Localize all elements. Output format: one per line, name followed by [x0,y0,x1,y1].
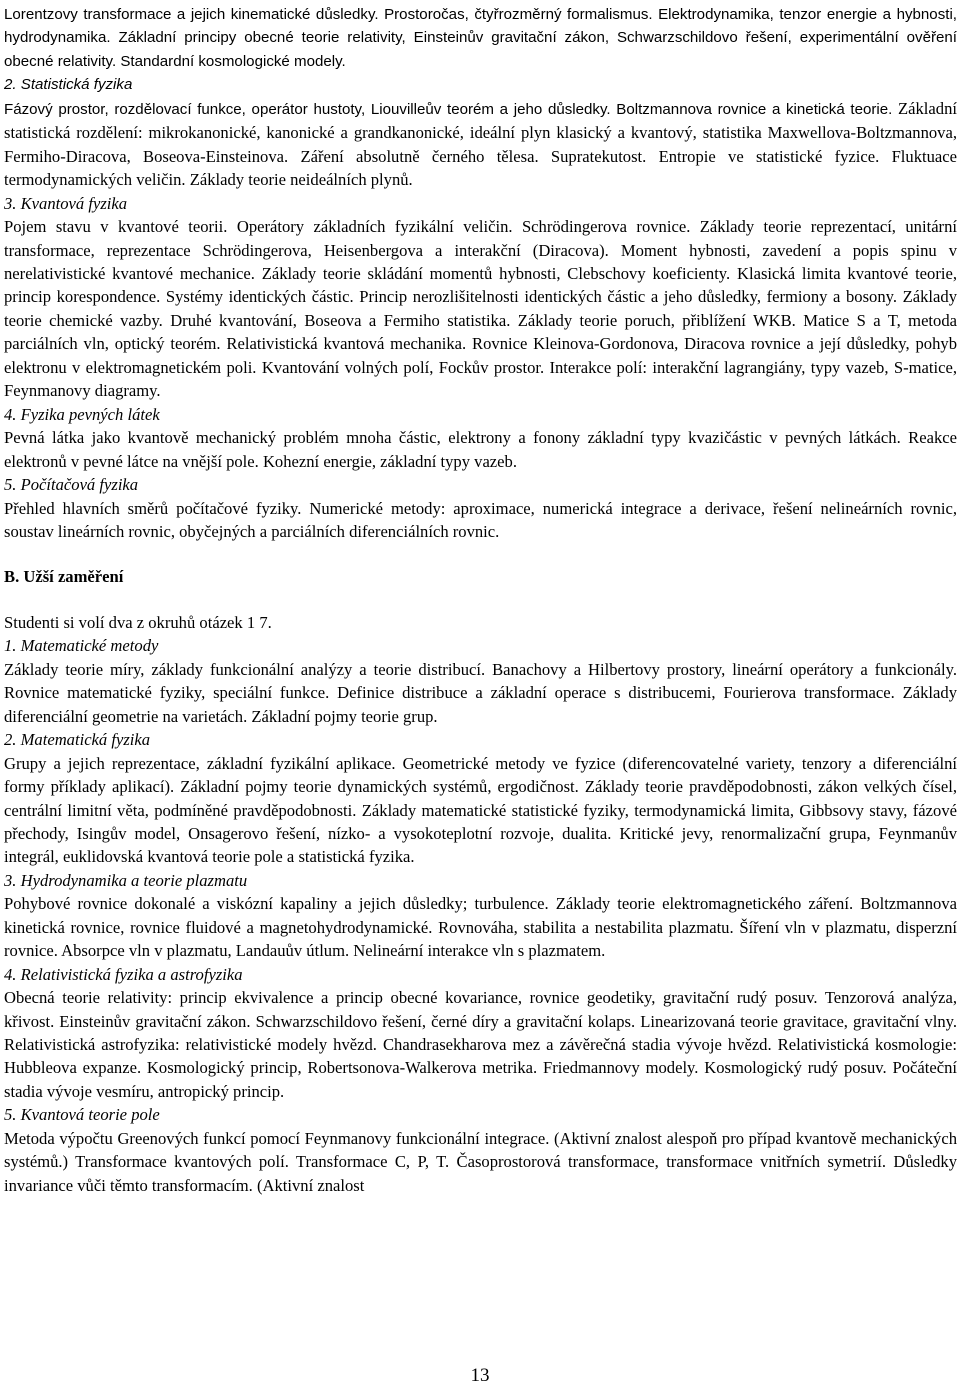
section-title: 5. Kvantová teorie pole [4,1105,160,1125]
section-matematicka-fyzika [4,728,957,869]
part-b-prefix: B. [4,567,24,587]
section-body: Základy teorie míry, základy funkcionální analýzy a teorie distribucí. Banachovy a Hilbertovy prostory, lineární operátory a funkcionály. Rovnice matematické fyziky, speciální funkce. Definice distribuce a základní operace s distribucemi, Fourierova transformace. Základy diferenciální geometrie na varietách. Základní pojmy teorie grup. [4,659,957,726]
section-kvantova-teorie-pole [4,1103,957,1197]
section-body: Grupy a jejich reprezentace, základní fyzikální aplikace. Geometrické metody ve fyzice (diferencovatelné variety, tenzory a diferenciální formy příklady aplikací). Základní pojmy teorie dynamických systémů, ergodičnost. Základy teorie pravděpodobnosti, zákon velkých čísel, centrální limitní věta, podmíněné pravděpodobnosti. Základy matematické statistické fyziky, termodynamická limita, Gibbsovy stavy, fázové přechody, Isingův model, Onsagerovo řešení, nízko- a vysokoteplotní rozvoje, dualita. Kritické jevy, renormalizační grupa, Feynmanův integrál, euklidovská kvantová teorie pole a statistická fyzika. [4,753,957,867]
section-kvantova-fyzika [4,192,957,403]
section-body: Obecná teorie relativity: princip ekvivalence a princip obecné kovariance, rovnice geodetiky, gravitační rudý posuv. Tenzorová analýza, křivost. Einsteinův gravitační zákon. Schwarzschildovo řešení, černé díry a gravitační kolaps. Linearizovaná teorie gravitace, gravitační vlny. Relativistická astrofyzika: relativistické modely hvězd. Chandrasekharova mez a závěrečná stadia vývoje hvězd. Relativistická kosmologie: Hubbleova expanze. Kosmologický princip, Robertsonova-Walkerova metrika. Friedmannovy modely. Kosmologický rudý posuv. Počáteční stadia vývoje vesmíru, antropický princip. [4,988,957,1101]
part-b-instruction: Studenti si volí dva z okruhů otázek 1 7. [4,612,272,632]
page-number: 13 [470,1365,490,1386]
section-title: 3. Hydrodynamika a teorie plazmatu [4,870,248,890]
section-matematicke-metody [4,634,957,728]
section-body: Metoda výpočtu Greenových funkcí pomocí Feynmanovy funkcionální integrace. (Aktivní znalost alespoň pro případ kvantově mechanických systémů.) Transformace kvantových polí. Transformace C, P, T. Časoprostorová transformace, transformace vnitřních symetrií. Důsledky invariance vůči těmto transformacím. (Aktivní znalost [4,1128,957,1195]
section-body: Pevná látka jako kvantově mechanický problém mnoha částic, elektrony a fonony základní typy kvazičástic v pevných látkách. Reakce elektronů v pevné látce na vnější pole. Kohezní energie, základní typy vazeb. [4,428,957,471]
section-body: Přehled hlavních směrů počítačové fyziky. Numerické metody: aproximace, numerická integrace a derivace, řešení nelineárních rovnic, soustav lineárních rovnic, obyčejných a parciálních diferenciálních rovnic. [4,498,957,541]
section-statisticka-fyzika [4,73,957,191]
section-relativisticka-fyzika [4,963,957,1104]
section-title: 1. Matematické metody [4,636,159,656]
section-title: 5. Počítačová fyzika [4,475,139,495]
part-b-heading-text: Užší zaměření [23,567,124,587]
section-body: Pojem stavu v kvantové teorii. Operátory základních fyzikální veličin. Schrödingerova rovnice. Základy teorie reprezentací, unitární transformace, reprezentace Schrödingerova, Heisenbergova a interakční (Diracova). Moment hybnosti, zavedení a popis spinu v nerelativistické kvantové mechanice. Základy teorie skládání momentů hybnosti, Clebschovy koeficienty. Klasická limita kvantové teorie, princip korespondence. Systémy identických částic. Princip nerozlišitelnosti identických částic a jeho důsledky, fermiony a bosony. Základy teorie chemické vazby. Druhé kvantování, Boseova a Fermiho statistika. Základy teorie poruch, přiblížení WKB. Matice S a T, metoda parciálních vln, optický teorém. Relativistická kvantová mechanika. Rovnice Kleinova-Gordonova, Diracova rovnice a její důsledky, pohyb elektronu v elektromagnetickém poli. Kvantování volných polí, Fockův prostor. Interakce polí: interakční lagrangiány, typy vazeb, S-matice, Feynmanovy diagramy. [4,217,957,401]
section-hydrodynamika [4,869,957,963]
part-b-heading [4,565,957,588]
section-body: Pohybové rovnice dokonalé a viskózní kapaliny a jejich důsledky; turbulence. Základy teorie elektromagnetického záření. Boltzmannova kinetická rovnice, rovnice fluidové a magnetohydrodynamické. Rovnováha, stabilita a nestabilita plazmatu. Šíření vln v plazmatu, disperzní rovnice. Absorpce vln v plazmatu, Landauův útlum. Nelineární interakce vln s plazmatem. [4,894,957,961]
section-title: 4. Relativistická fyzika a astrofyzika [4,964,243,984]
section-title: 3. Kvantová fyzika [4,193,128,213]
section-title: 2. Matematická fyzika [4,730,151,750]
section-title: 2. Statistická fyzika [4,76,133,94]
section-fyzika-pevnych-latek [4,403,957,473]
intro-paragraph: Lorentzovy transformace a jejich kinematické důsledky. Prostoročas, čtyřrozměrný formalismus. Elektrodynamika, tenzor energie a hybnosti, hydrodynamika. Základní principy obecné teorie relativity, Einsteinův gravitační zákon, Schwarzschildovo řešení, experimentální ověření obecné relativity. Standardní kosmologické modely. [4,6,957,70]
section-title: 4. Fyzika pevných látek [4,404,160,424]
section-body-sans: Fázový prostor, rozdělovací funkce, operátor hustoty, Liouvilleův teorém a jeho důsledky. Boltzmannova rovnice a kinetická teorie. [4,100,893,118]
section-body-serif: Základní statistická rozdělení: mikrokanonické, kanonické a grandkanonické, ideální plyn klasický a kvantový, statistika Maxwellova-Boltzmannova, Fermiho-Diracova, Boseova-Einsteinova. Záření absolutně černého tělesa. Supratekutost. Entropie ve statistické fyzice. Fluktuace termodynamických veličin. Základy teorie neideálních plynů. [4,98,957,190]
section-pocitacova-fyzika [4,473,957,543]
section-body [4,97,957,192]
